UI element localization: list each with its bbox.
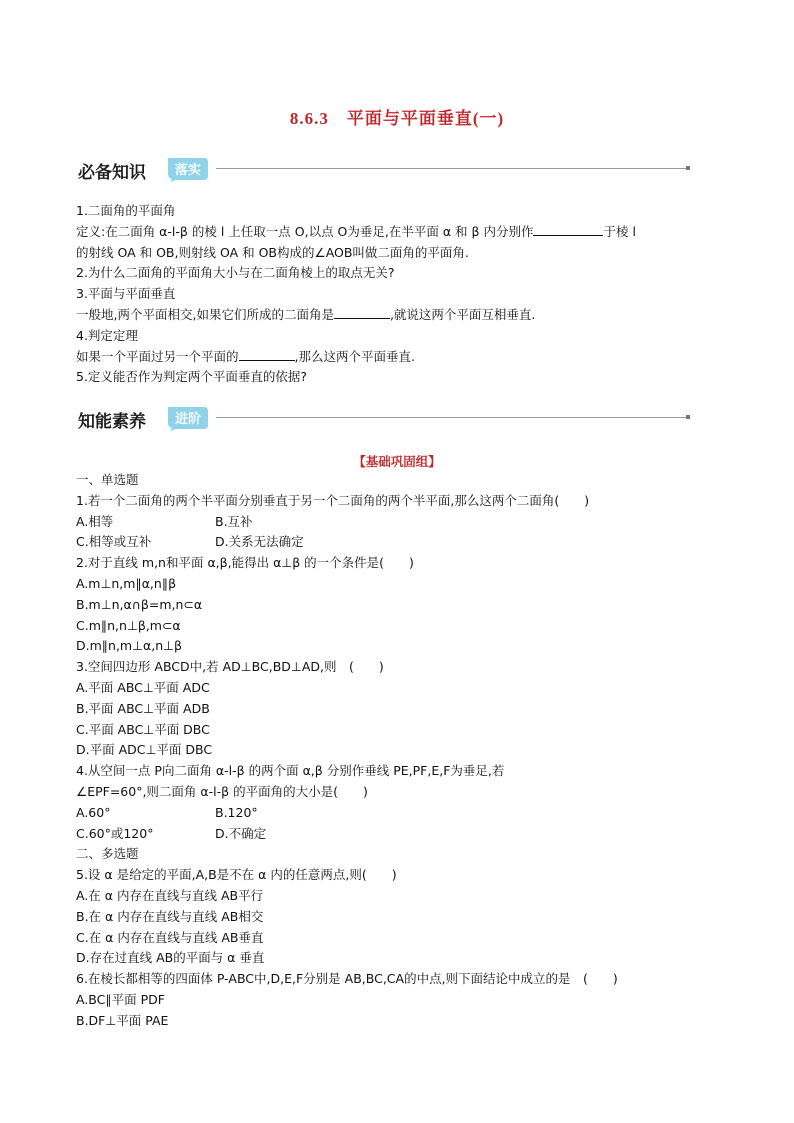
- option: B.平面 ABC⊥平面 ADB: [76, 700, 210, 716]
- text-line: [76, 222, 726, 243]
- text-segment: ,那么这两个平面垂直.: [294, 348, 415, 364]
- option: C.相等或互补: [76, 534, 152, 550]
- option: B.在 α 内存在直线与直线 AB相交: [76, 908, 264, 924]
- question: 5.设 α 是给定的平面,A,B是不在 α 内的任意两点,则( ): [76, 867, 397, 883]
- section-badge-text: 落实: [174, 163, 202, 178]
- section-badge-text: 进阶: [174, 412, 202, 427]
- option-row: [76, 803, 726, 824]
- text-segment: 如果一个平面过另一个平面的: [76, 348, 239, 364]
- text-line: 1.二面角的平面角: [76, 203, 176, 218]
- question-cont: ∠EPF=60°,则二面角 α-l-β 的平面角的大小是( ): [76, 783, 368, 799]
- option: A.BC∥平面 PDF: [76, 991, 165, 1007]
- section-label: 知能素养: [78, 412, 146, 432]
- divider-end: [686, 415, 690, 419]
- fill-blank[interactable]: [239, 347, 295, 361]
- option: C.在 α 内存在直线与直线 AB垂直: [76, 929, 264, 945]
- text-line: 的射线 OA 和 OB,则射线 OA 和 OB构成的∠AOB叫做二面角的平面角.: [76, 244, 469, 260]
- divider-end: [686, 166, 690, 170]
- fill-blank[interactable]: [334, 305, 390, 319]
- text-line: 2.为什么二面角的平面角大小与在二面角棱上的取点无关?: [76, 265, 395, 281]
- option: A.相等: [76, 513, 114, 529]
- text-line: 5.定义能否作为判定两个平面垂直的依据?: [76, 369, 308, 385]
- option: C.60°或120°: [76, 825, 154, 841]
- option: D.不确定: [215, 825, 267, 841]
- text-line: [76, 305, 726, 326]
- divider: [216, 417, 690, 418]
- question: 1.若一个二面角的两个半平面分别垂直于另一个二面角的两个半平面,那么这两个二面角( ): [76, 492, 590, 508]
- group-label: 【基础巩固组】: [353, 454, 441, 469]
- divider: [216, 168, 690, 169]
- option: A.在 α 内存在直线与直线 AB平行: [76, 887, 264, 903]
- text-line: 3.平面与平面垂直: [76, 286, 176, 302]
- option-row: [76, 512, 726, 533]
- question: 3.空间四边形 ABCD中,若 AD⊥BC,BD⊥AD,则 ( ): [76, 659, 384, 675]
- section-badge-icon: [164, 404, 210, 432]
- option: B.m⊥n,α∩β=m,n⊂α: [76, 596, 203, 612]
- question: 6.在棱长都相等的四面体 P-ABC中,D,E,F分别是 AB,BC,CA的中点,则下面结论中成立的是 ( ): [76, 971, 618, 987]
- page-title: 8.6.3 平面与平面垂直(一): [289, 109, 505, 128]
- exercise-block: [76, 470, 726, 1032]
- option: C.平面 ABC⊥平面 DBC: [76, 721, 210, 737]
- option: D.平面 ADC⊥平面 DBC: [76, 742, 213, 758]
- knowledge-block: [76, 201, 726, 388]
- option: C.m∥n,n⊥β,m⊂α: [76, 617, 181, 633]
- option-row: [76, 824, 726, 845]
- question: 2.对于直线 m,n和平面 α,β,能得出 α⊥β 的一个条件是( ): [76, 555, 414, 571]
- heading: 一、单选题: [76, 472, 139, 487]
- option: B.DF⊥平面 PAE: [76, 1012, 169, 1028]
- option: B.互补: [215, 513, 253, 529]
- option-row: [76, 532, 726, 553]
- section-header-knowledge: [78, 155, 690, 185]
- option: A.平面 ABC⊥平面 ADC: [76, 679, 210, 695]
- text-segment: 于棱 l: [603, 223, 636, 239]
- fill-blank[interactable]: [533, 222, 603, 236]
- question: 4.从空间一点 P向二面角 α-l-β 的两个面 α,β 分别作垂线 PE,PF,E,F为垂足,若: [76, 763, 505, 779]
- option: A.60°: [76, 804, 111, 820]
- text-segment: ,就说这两个平面互相垂直.: [389, 306, 536, 322]
- section-label: 必备知识: [78, 163, 146, 183]
- option: D.关系无法确定: [215, 534, 304, 550]
- heading: 二、多选题: [76, 846, 139, 862]
- text-line: [76, 347, 726, 368]
- section-badge-icon: [164, 155, 210, 183]
- option: D.存在过直线 AB的平面与 α 垂直: [76, 950, 265, 966]
- text-segment: 一般地,两个平面相交,如果它们所成的二面角是: [76, 306, 334, 322]
- option: B.120°: [215, 804, 258, 820]
- section-header-practice: [78, 404, 690, 434]
- option: D.m∥n,m⊥α,n⊥β: [76, 638, 182, 654]
- text-line: 4.判定定理: [76, 327, 138, 343]
- option: A.m⊥n,m∥α,n∥β: [76, 575, 177, 591]
- text-segment: 定义:在二面角 α-l-β 的棱 l 上任取一点 O,以点 O为垂足,在半平面 α 和 β 内分别作: [76, 223, 534, 239]
